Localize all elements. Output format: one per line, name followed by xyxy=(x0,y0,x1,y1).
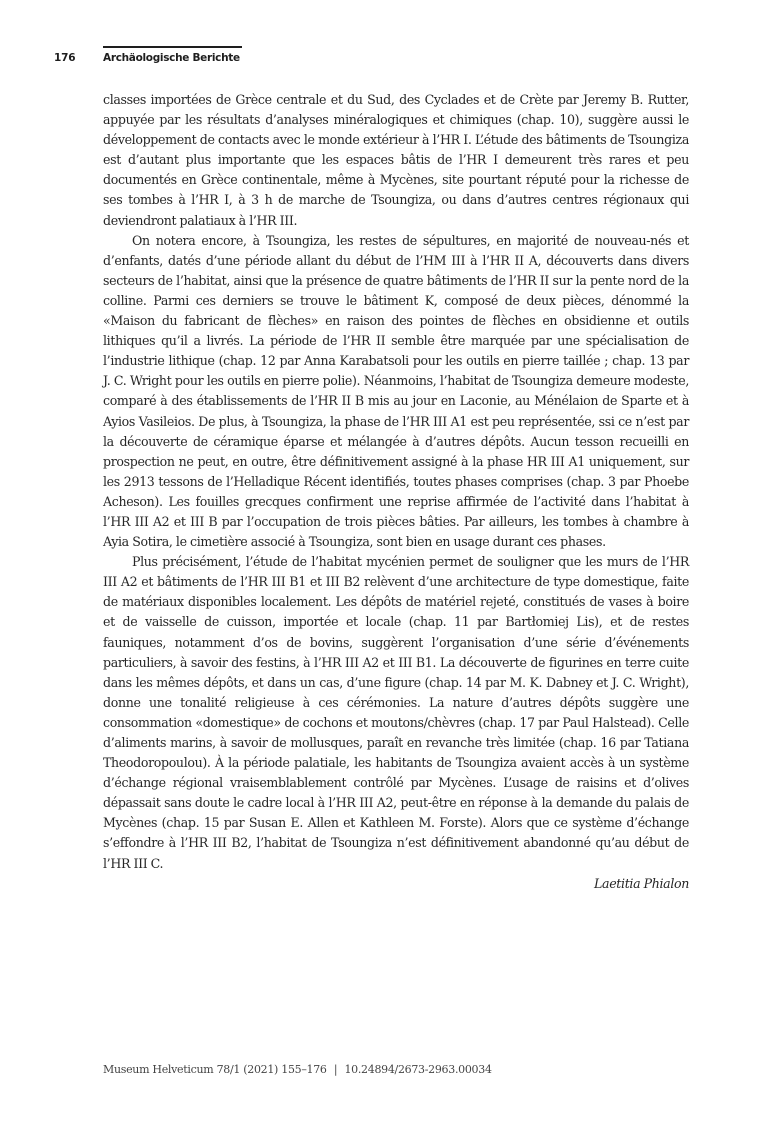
page-number: 176 xyxy=(54,52,76,64)
article-body xyxy=(103,90,689,894)
paragraph-3: Plus précisément, l’étude de l’habitat mycénien permet de souligner que les murs de l’HR III A2 et bâtiments de l’HR III B1 et III B2 relèvent d’une architecture de type domestique, faite de matériaux disponibles localement. Les dépôts de matériel rejeté, constitués de vases à boire et de vaisselle de cuisson, importée et locale (chap. 11 par Bartłomiej Lis), et de restes fauniques, notamment d’os de bovins, suggèrent l’organisation d’une série d’événements particuliers, à savoir des festins, à l’HR III A2 et III B1. La découverte de figurines en terre cuite dans les mêmes dépôts, et dans un cas, d’une figure (chap. 14 par M. K. Dabney et J. C. Wright), donne une tonalité religieuse à ces cérémonies. La nature d’autres dépôts suggère une consommation «domestique» de cochons et moutons/chèvres (chap. 17 par Paul Halstead). Celle d’aliments marins, à savoir de mollusques, paraît en revanche très limitée (chap. 16 par Tatiana Theodoropoulou). À la période palatiale, les habitants de Tsoungiza avaient accès à un système d’échange régional vraisemblablement contrôlé par Mycènes. L’usage de raisins et d’olives dépassait sans doute le cadre local à l’HR III A2, peut-être en réponse à la demande du palais de Mycènes (chap. 15 par Susan E. Allen et Kathleen M. Forste). Alors que ce système d’échange s’effondre à l’HR III B2, l’habitat de Tsoungiza n’est définitivement abandonné qu’au début de l’HR III C. xyxy=(103,554,689,871)
footer-separator: | xyxy=(333,1063,338,1076)
running-head xyxy=(54,44,694,68)
journal-citation: Museum Helveticum 78/1 (2021) 155–176 xyxy=(103,1063,327,1076)
header-rule-divider xyxy=(103,46,242,48)
paragraph-2: On notera encore, à Tsoungiza, les restes de sépultures, en majorité de nouveau-nés et d’enfants, datés d’une période allant du début de l’HM III à l’HR II A, découverts dans divers secteurs de l’habitat, ainsi que la présence de quatre bâtiments de l’HR II sur la pente nord de la colline. Parmi ces derniers se trouve le bâtiment K, composé de deux pièces, dénommé la «Maison du fabricant de flèches» en raison des pointes de flèches en obsidienne et outils lithiques qu’il a livrés. La période de l’HR II semble être marquée par une spécialisation de l’industrie lithique (chap. 12 par Anna Karabatsoli pour les outils en pierre taillée ; chap. 13 par J. C. Wright pour les outils en pierre polie). Néanmoins, l’habitat de Tsoungiza demeure modeste, comparé à des établissements de l’HR II B mis au jour en Laconie, au Ménélaion de Sparte et à Ayios Vasileios. De plus, à Tsoungiza, la phase de l’HR III A1 est peu représentée, ssi ce n’est par la découverte de céramique éparse et mélangée à d’autres dépôts. Aucun tesson recueilli en prospection ne peut, en outre, être définitivement assigné à la phase HR III A1 uniquement, sur les 2913 tessons de l’Helladique Récent identifiés, toutes phases comprises (chap. 3 par Phoebe Acheson). Les fouilles grecques confirment une reprise affirmée de l’activité dans l’habitat à l’HR III A2 et III B par l’occupation de trois pièces bâties. Par ailleurs, les tombes à chambre à Ayia Sotira, le cimetière associé à Tsoungiza, sont bien en usage durant ces phases. xyxy=(103,232,689,550)
section-title: Archäologische Berichte xyxy=(103,52,240,64)
author-signature: Laetitia Phialon xyxy=(594,875,689,891)
paragraph-1: classes importées de Grèce centrale et du Sud, des Cyclades et de Crète par Jeremy B. Rutter, appuyée par les résultats d’analyses minéralogiques et chimiques (chap. 10), suggère aussi le développement de contacts avec le monde extérieur à l’HR I. L’étude des bâtiments de Tsoungiza est d’autant plus importante que les espaces bâtis de l’HR I demeurent très rares et peu documentés en Grèce continentale, même à Mycènes, site pourtant réputé pour la richesse de ses tombes à l’HR I, à 3 h de marche de Tsoungiza, ou dans d’autres centres régionaux qui deviendront palatiaux à l’HR III. xyxy=(103,92,689,228)
doi-link[interactable]: 10.24894/2673-2963.00034 xyxy=(344,1063,492,1076)
page-footer xyxy=(103,1063,492,1076)
